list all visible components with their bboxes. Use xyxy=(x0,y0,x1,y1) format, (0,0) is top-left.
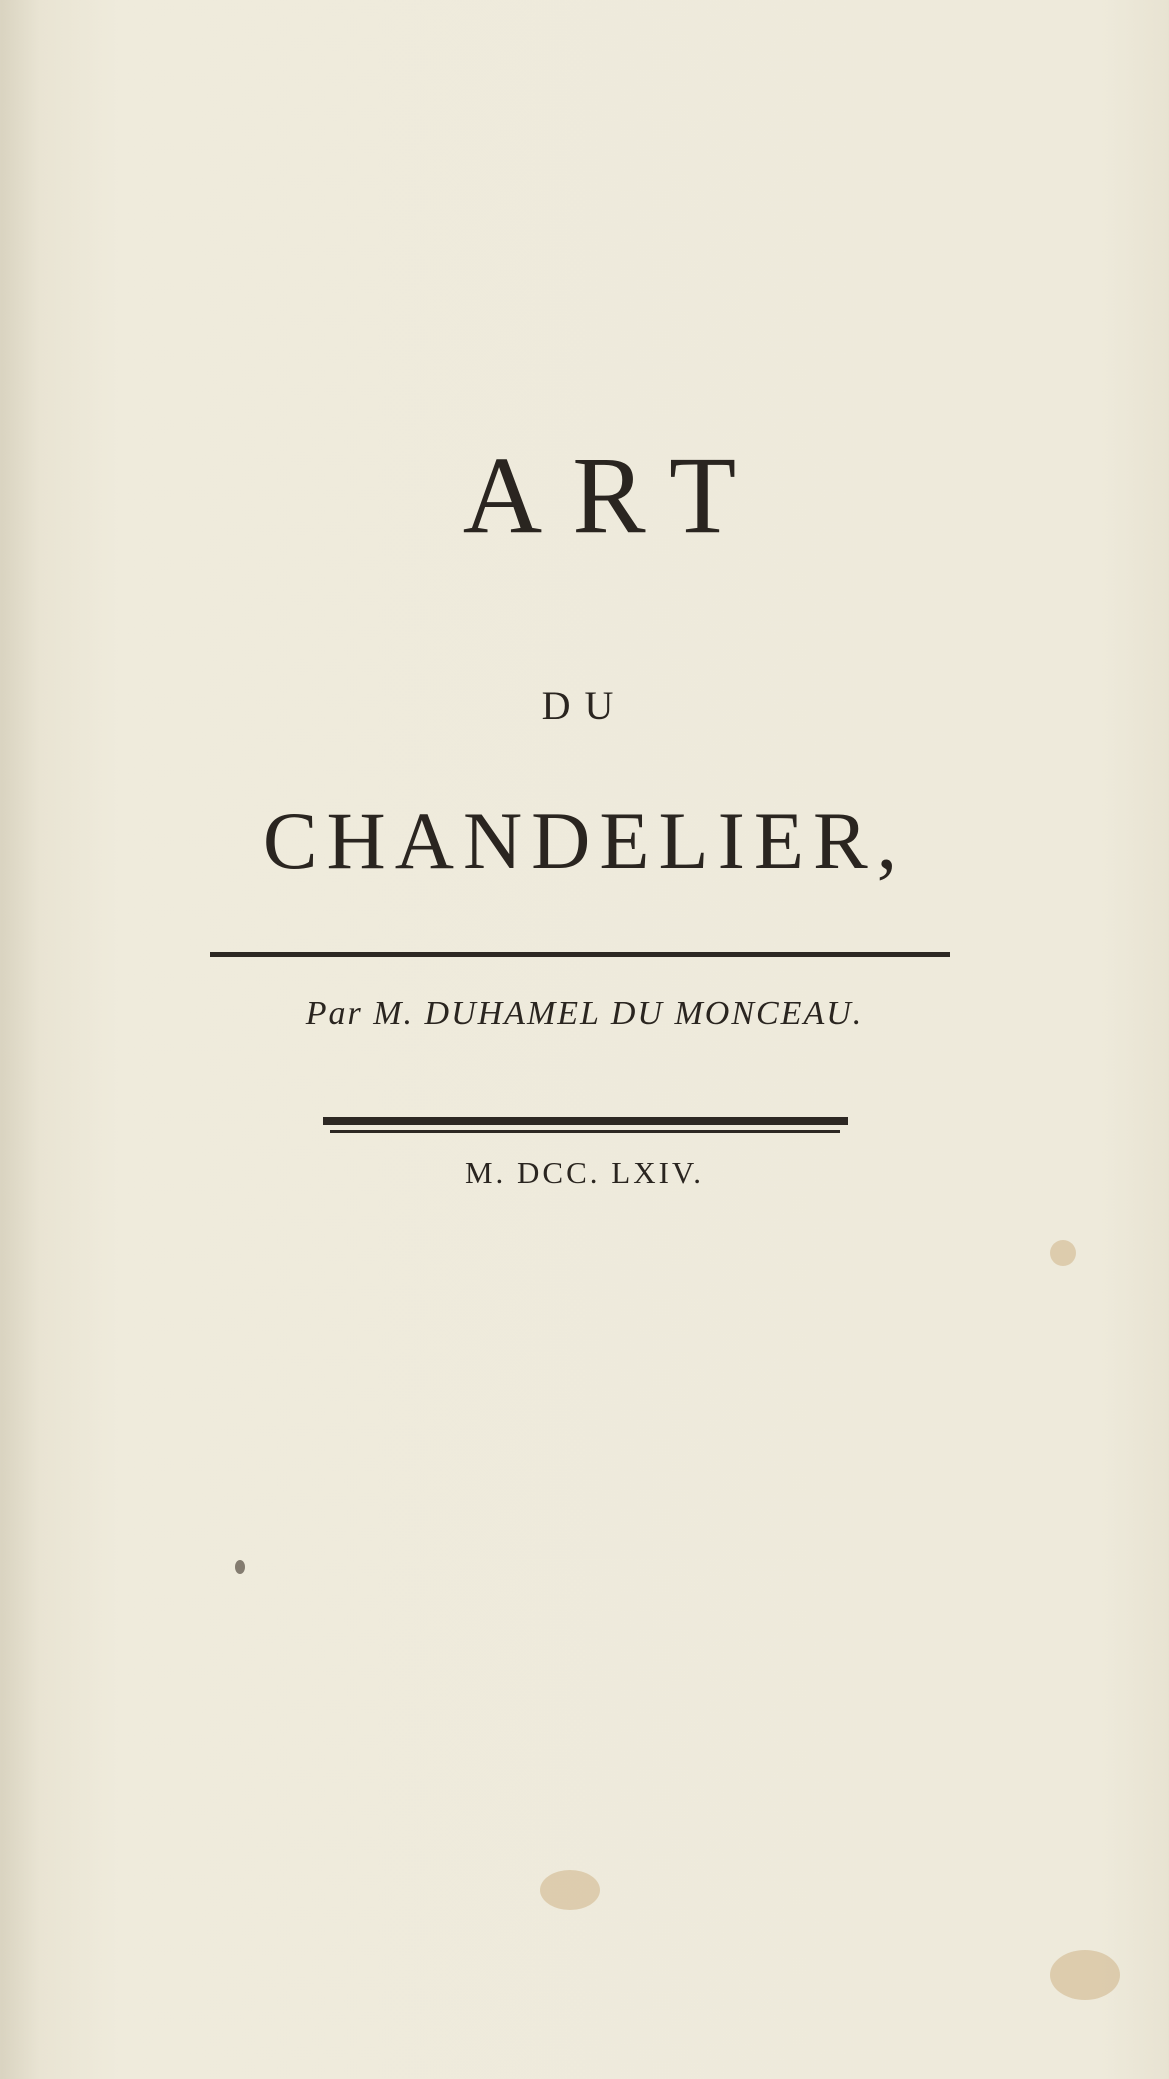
show-through-decoration xyxy=(100,300,1000,438)
rule-divider xyxy=(210,952,950,957)
publication-date: M. DCC. LXIV. xyxy=(464,1155,705,1190)
title-line-art: ART xyxy=(462,434,767,556)
foxing-spot xyxy=(1050,1950,1120,2000)
author-line: Par M. DUHAMEL DU MONCEAU. xyxy=(305,995,864,1032)
foxing-spot xyxy=(540,1870,600,1910)
foxing-spot xyxy=(235,1560,245,1574)
double-rule-divider-top xyxy=(323,1117,848,1125)
foxing-spot xyxy=(1050,1240,1076,1266)
double-rule-divider-bottom xyxy=(330,1130,840,1133)
title-line-chandelier: CHANDELIER, xyxy=(262,795,907,886)
title-line-du: DU xyxy=(541,683,628,728)
